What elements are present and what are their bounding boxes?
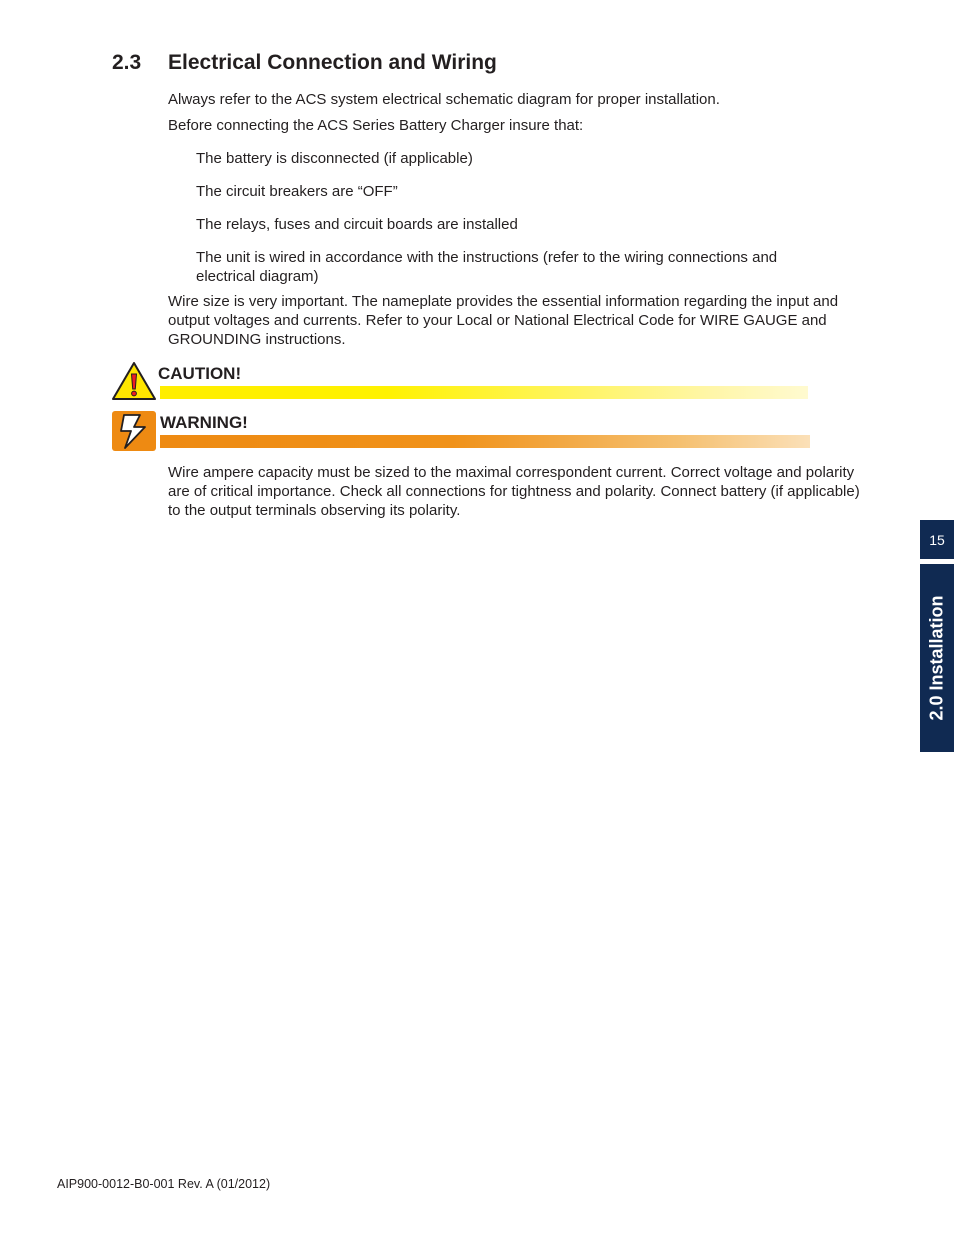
- section-heading: [112, 51, 497, 75]
- page-number: 15: [929, 531, 945, 548]
- checklist-item: The relays, fuses and circuit boards are installed: [196, 216, 518, 233]
- caution-bar: [160, 386, 808, 399]
- lightning-bolt-icon: [111, 410, 157, 452]
- intro-paragraph: Always refer to the ACS system electrical schematic diagram for proper installation.: [168, 91, 720, 108]
- chapter-title: 2.0 Installation: [926, 595, 947, 721]
- checklist-item: The circuit breakers are “OFF”: [196, 183, 398, 200]
- document-id: AIP900-0012-B0-001 Rev. A (01/2012): [57, 1177, 271, 1191]
- checklist-item: The unit is wired in accordance with the instructions (refer to the wiring connections and electrical diagram): [196, 249, 778, 285]
- caution-label: CAUTION!: [158, 364, 242, 383]
- chapter-tab: [920, 564, 954, 752]
- warning-label: WARNING!: [160, 413, 248, 432]
- section-number: 2.3: [112, 51, 142, 74]
- wire-size-paragraph: Wire size is very important. The nameplate provides the essential information regarding the input and output voltages and currents. Refer to your Local or National Electrical Code for WIRE GAUGE and GROUNDING instructions.: [168, 293, 839, 348]
- wire-ampere-paragraph: Wire ampere capacity must be sized to the maximal correspondent current. Correct voltage and polarity are of critical importance. Check all connections for tightness and polarity. Connect battery (if applicable) to the output terminals observing its polarity.: [168, 464, 860, 519]
- checklist-item: The battery is disconnected (if applicable): [196, 150, 473, 167]
- page-number-box: [920, 520, 954, 559]
- section-title: Electrical Connection and Wiring: [168, 51, 497, 74]
- caution-exclamation-icon: [111, 360, 157, 402]
- before-connecting-paragraph: Before connecting the ACS Series Battery Charger insure that:: [168, 117, 584, 134]
- warning-bar: [160, 435, 810, 448]
